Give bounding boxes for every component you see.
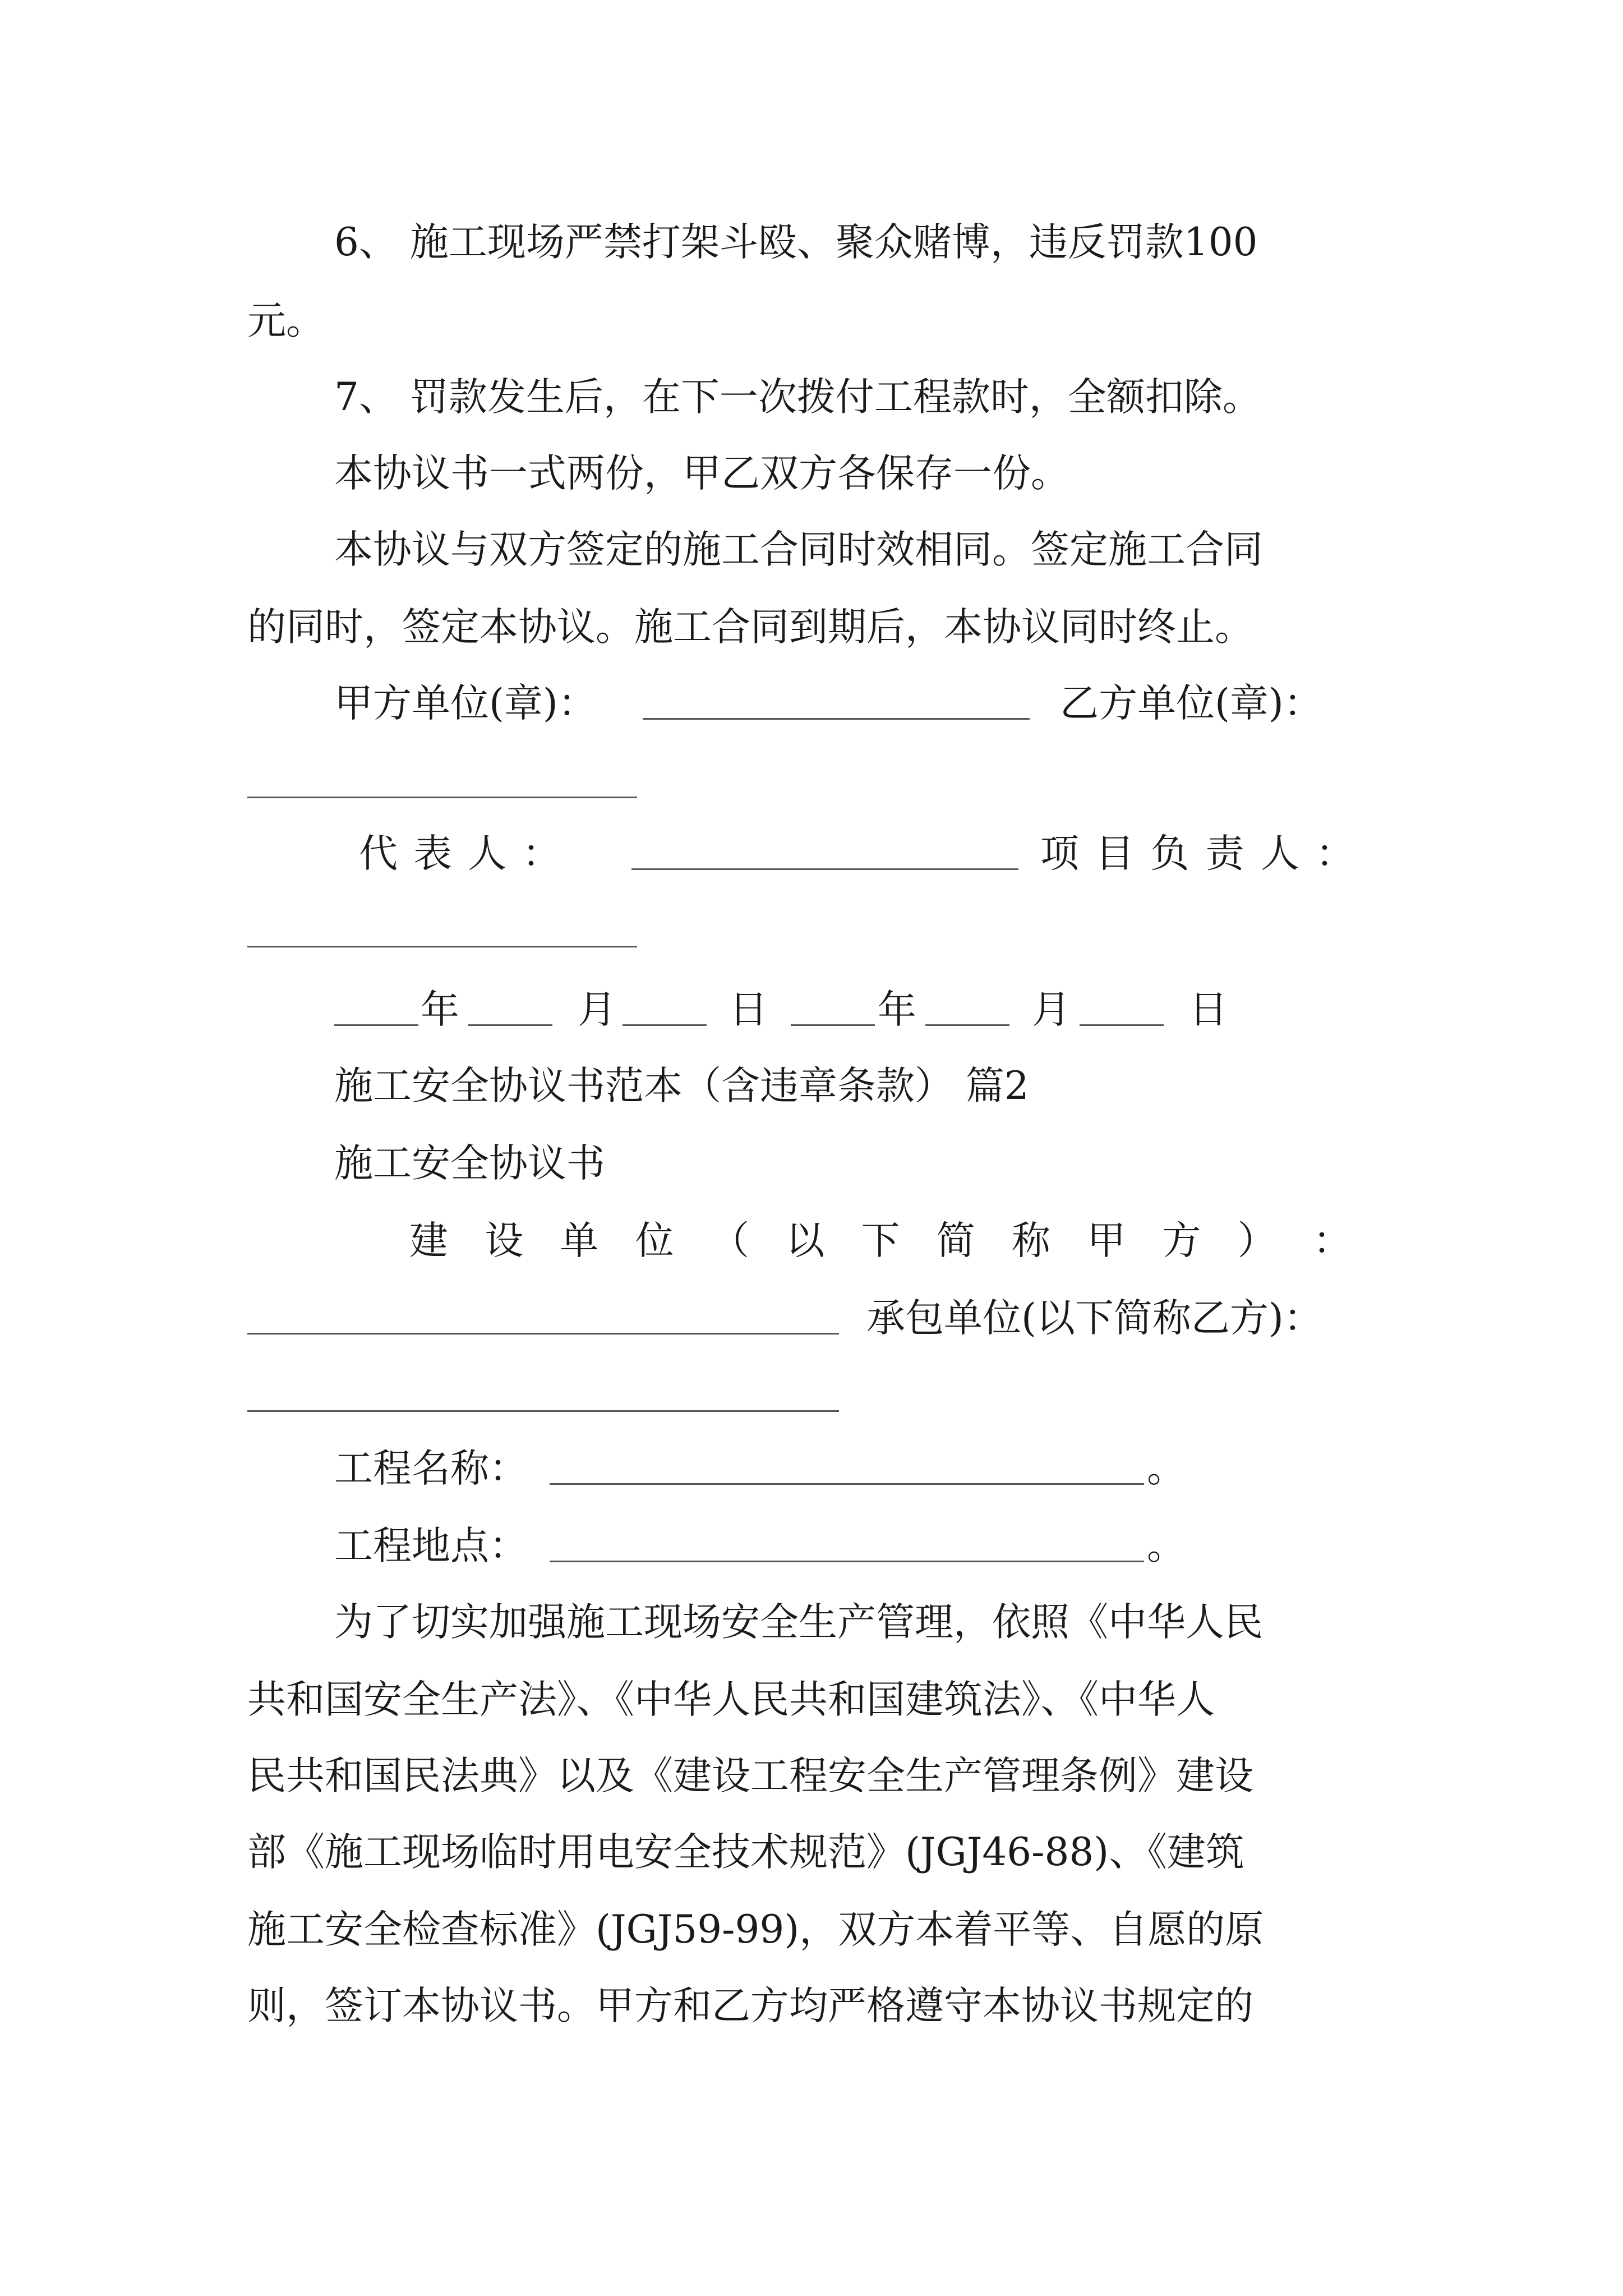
construction-unit-blank [247,1333,839,1335]
construction-unit-label: 建 设 单 位 （ 以 下 简 称 甲 方 ） ： [409,1218,1352,1263]
project-manager-blank [247,946,637,947]
representative-label: 代 表 人 ： [359,831,561,876]
contractor-unit-label: 承包单位(以下简称乙方)： [866,1296,1322,1341]
clause-7: 7、 罚款发生后，在下一次拨付工程款时，全额扣除。 [334,375,1261,420]
date-day-label-1: 日 [729,987,768,1032]
clause-6-line-2: 元。 [247,298,325,343]
paragraph-line-5: 施工安全检查标准》(JGJ59-99)，双方本着平等、自愿的原 [247,1907,1264,1952]
section-heading: 施工安全协议书范本（含违章条款） 篇2 [334,1064,1029,1108]
project-name-blank [550,1483,1144,1485]
date-month-label-2: 月 [1032,987,1071,1032]
date-day-blank-1 [623,1024,707,1026]
project-location-blank [550,1561,1144,1562]
paragraph-line-3: 民共和国民法典》以及《建设工程安全生产管理条例》建设 [247,1754,1253,1798]
date-month-label-1: 月 [578,987,616,1032]
validity-clause-line-1: 本协议与双方签定的施工合同时效相同。签定施工合同 [334,527,1263,572]
project-manager-label: 项 目 负 责 人 ： [1040,831,1354,876]
project-name-label: 工程名称： [334,1446,528,1491]
party-a-seal-blank [643,718,1030,720]
date-year-blank-2 [791,1024,875,1026]
party-a-label: 甲方单位(章)： [334,681,597,726]
date-year-label-1: 年 [421,987,459,1032]
date-day-label-2: 日 [1189,987,1228,1032]
paragraph-line-4: 部《施工现场临时用电安全技术规范》(JGJ46-88)、《建筑 [247,1830,1244,1875]
project-name-end: 。 [1147,1446,1186,1491]
clause-6-line-1: 6、 施工现场严禁打架斗殴、聚众赌博，违反罚款100 [334,220,1258,265]
paragraph-line-2: 共和国安全生产法》、《中华人民共和国建筑法》、《中华人 [247,1677,1215,1722]
agreement-title: 施工安全协议书 [334,1141,605,1186]
party-b-seal-blank [247,797,637,798]
paragraph-line-1: 为了切实加强施工现场安全生产管理，依照《中华人民 [334,1600,1263,1645]
project-location-label: 工程地点： [334,1524,528,1568]
date-day-blank-2 [1080,1024,1164,1026]
project-location-end: 。 [1147,1524,1186,1568]
party-b-seal-label: 乙方单位(章)： [1060,681,1322,726]
date-year-label-2: 年 [878,987,916,1032]
paragraph-line-6: 则，签订本协议书。甲方和乙方均严格遵守本协议书规定的 [247,1984,1253,2028]
date-year-blank-1 [334,1024,418,1026]
date-month-blank-1 [468,1024,552,1026]
copies-clause: 本协议书一式两份，甲乙双方各保存一份。 [334,451,1069,496]
date-month-blank-2 [925,1024,1009,1026]
validity-clause-line-2: 的同时，签定本协议。施工合同到期后，本协议同时终止。 [247,605,1253,650]
contractor-unit-blank [247,1410,839,1412]
representative-blank [631,868,1018,870]
